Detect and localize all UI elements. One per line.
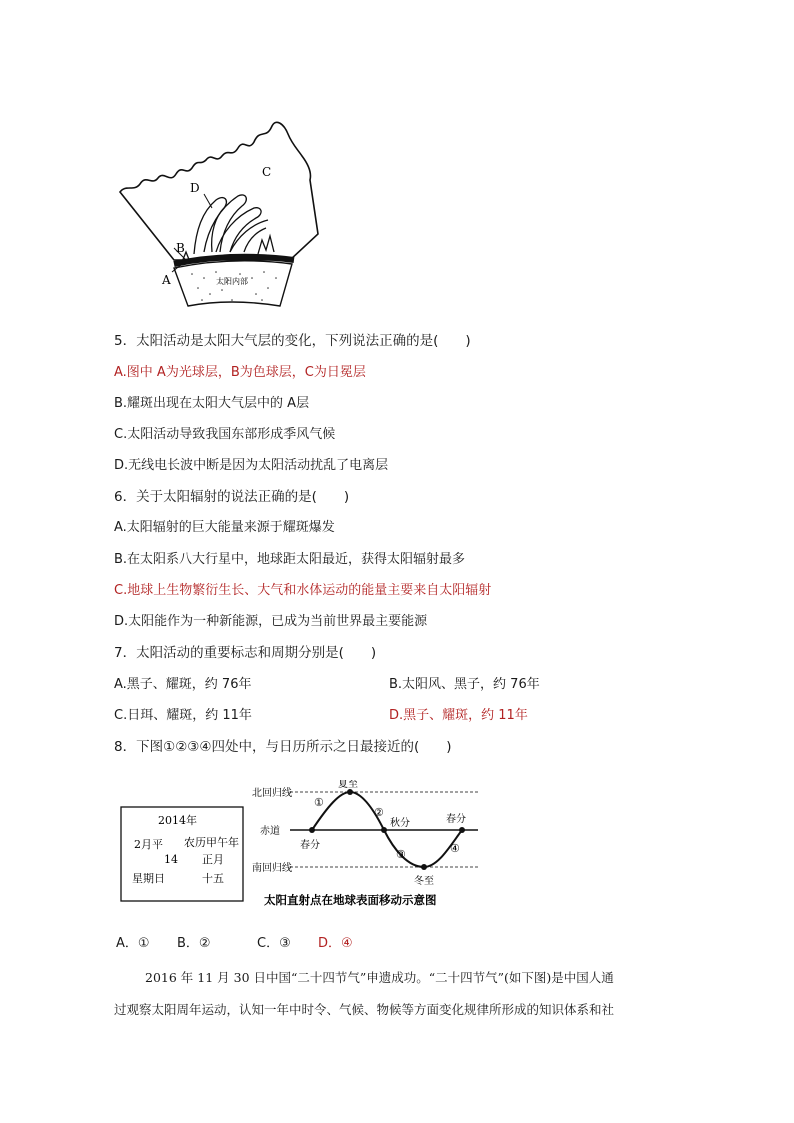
- calendar-lunar-month: 正月: [202, 853, 224, 866]
- calendar-lunar-year: 农历甲午年: [184, 836, 239, 849]
- q7-option-d[interactable]: D.黑子、耀斑，约 11年: [389, 708, 528, 723]
- summer-solstice-label: 夏至: [338, 780, 358, 790]
- q8-option-c[interactable]: C．③: [257, 936, 291, 951]
- solar-atmosphere-figure: [112, 112, 332, 312]
- passage-line-2: 过观察太阳周年运动，认知一年中时令、气候、物候等方面变化规律所形成的知识体系和社: [114, 1002, 615, 1017]
- q8-option-b[interactable]: B．②: [177, 936, 211, 951]
- label-b: B: [176, 241, 185, 255]
- q8-option-a[interactable]: A．①: [116, 936, 150, 951]
- q6-option-d[interactable]: D.太阳能作为一种新能源，已成为当前世界最主要能源: [114, 614, 428, 629]
- q7-option-b[interactable]: B.太阳风、黑子，约 76年: [389, 677, 540, 692]
- q6-stem: 6．关于太阳辐射的说法正确的是( ): [114, 489, 350, 505]
- calendar-month: 2月平: [134, 838, 163, 851]
- corona-outline: [120, 122, 318, 260]
- point-1-label: ①: [314, 796, 324, 809]
- equator-label: 赤道: [260, 826, 280, 837]
- label-a: A: [162, 273, 171, 287]
- passage-line-1: 2016 年 11 月 30 日中国“二十四节气”申遗成功。“二十四节气”(如下图)是中国人通: [145, 970, 614, 985]
- q7-option-c[interactable]: C.日珥、耀斑，约 11年: [114, 708, 252, 723]
- label-c: C: [262, 165, 272, 179]
- sun-interior-label: 太阳内部: [216, 277, 248, 286]
- q6-option-a[interactable]: A.太阳辐射的巨大能量来源于耀斑爆发: [114, 520, 335, 535]
- spring-equinox-label: 春分: [300, 840, 320, 851]
- q5-option-d[interactable]: D.无线电长波中断是因为太阳活动扰乱了电离层: [114, 458, 389, 473]
- spring-equinox-label-2: 春分: [446, 814, 466, 825]
- q5-option-b[interactable]: B.耀斑出现在太阳大气层中的 A层: [114, 396, 310, 411]
- q5-option-a[interactable]: A.图中 A为光球层，B为色球层，C为日冕层: [114, 365, 366, 380]
- q6-option-c[interactable]: C.地球上生物繁衍生长、大气和水体运动的能量主要来自太阳辐射: [114, 583, 492, 598]
- calendar-lunar-day: 十五: [202, 872, 224, 885]
- label-d: D: [190, 181, 200, 195]
- calendar-figure: [120, 806, 244, 902]
- autumn-equinox-label: 秋分: [390, 818, 410, 829]
- calendar-day: 14: [164, 853, 178, 866]
- point-4-label: ④: [450, 842, 460, 855]
- q7-stem: 7．太阳活动的重要标志和周期分别是( ): [114, 645, 377, 661]
- solar-point-diagram: [250, 780, 480, 910]
- calendar-year: 2014年: [158, 814, 197, 827]
- south-tropic-label: 南回归线: [252, 863, 292, 874]
- q5-option-c[interactable]: C.太阳活动导致我国东部形成季风气候: [114, 427, 336, 442]
- q5-stem: 5．太阳活动是太阳大气层的变化，下列说法正确的是( ): [114, 333, 471, 349]
- winter-solstice-label: 冬至: [414, 876, 434, 887]
- point-3-label: ③: [396, 848, 406, 861]
- q7-option-a[interactable]: A.黑子、耀斑，约 76年: [114, 677, 252, 692]
- diagram-caption: 太阳直射点在地球表面移动示意图: [264, 893, 437, 907]
- north-tropic-label: 北回归线: [252, 788, 292, 799]
- q8-stem: 8．下图①②③④四处中，与日历所示之日最接近的( ): [114, 739, 452, 755]
- calendar-weekday: 星期日: [132, 872, 165, 885]
- q6-option-b[interactable]: B.在太阳系八大行星中，地球距太阳最近，获得太阳辐射最多: [114, 552, 466, 567]
- q8-option-d[interactable]: D．④: [318, 936, 353, 951]
- point-2-label: ②: [374, 806, 384, 819]
